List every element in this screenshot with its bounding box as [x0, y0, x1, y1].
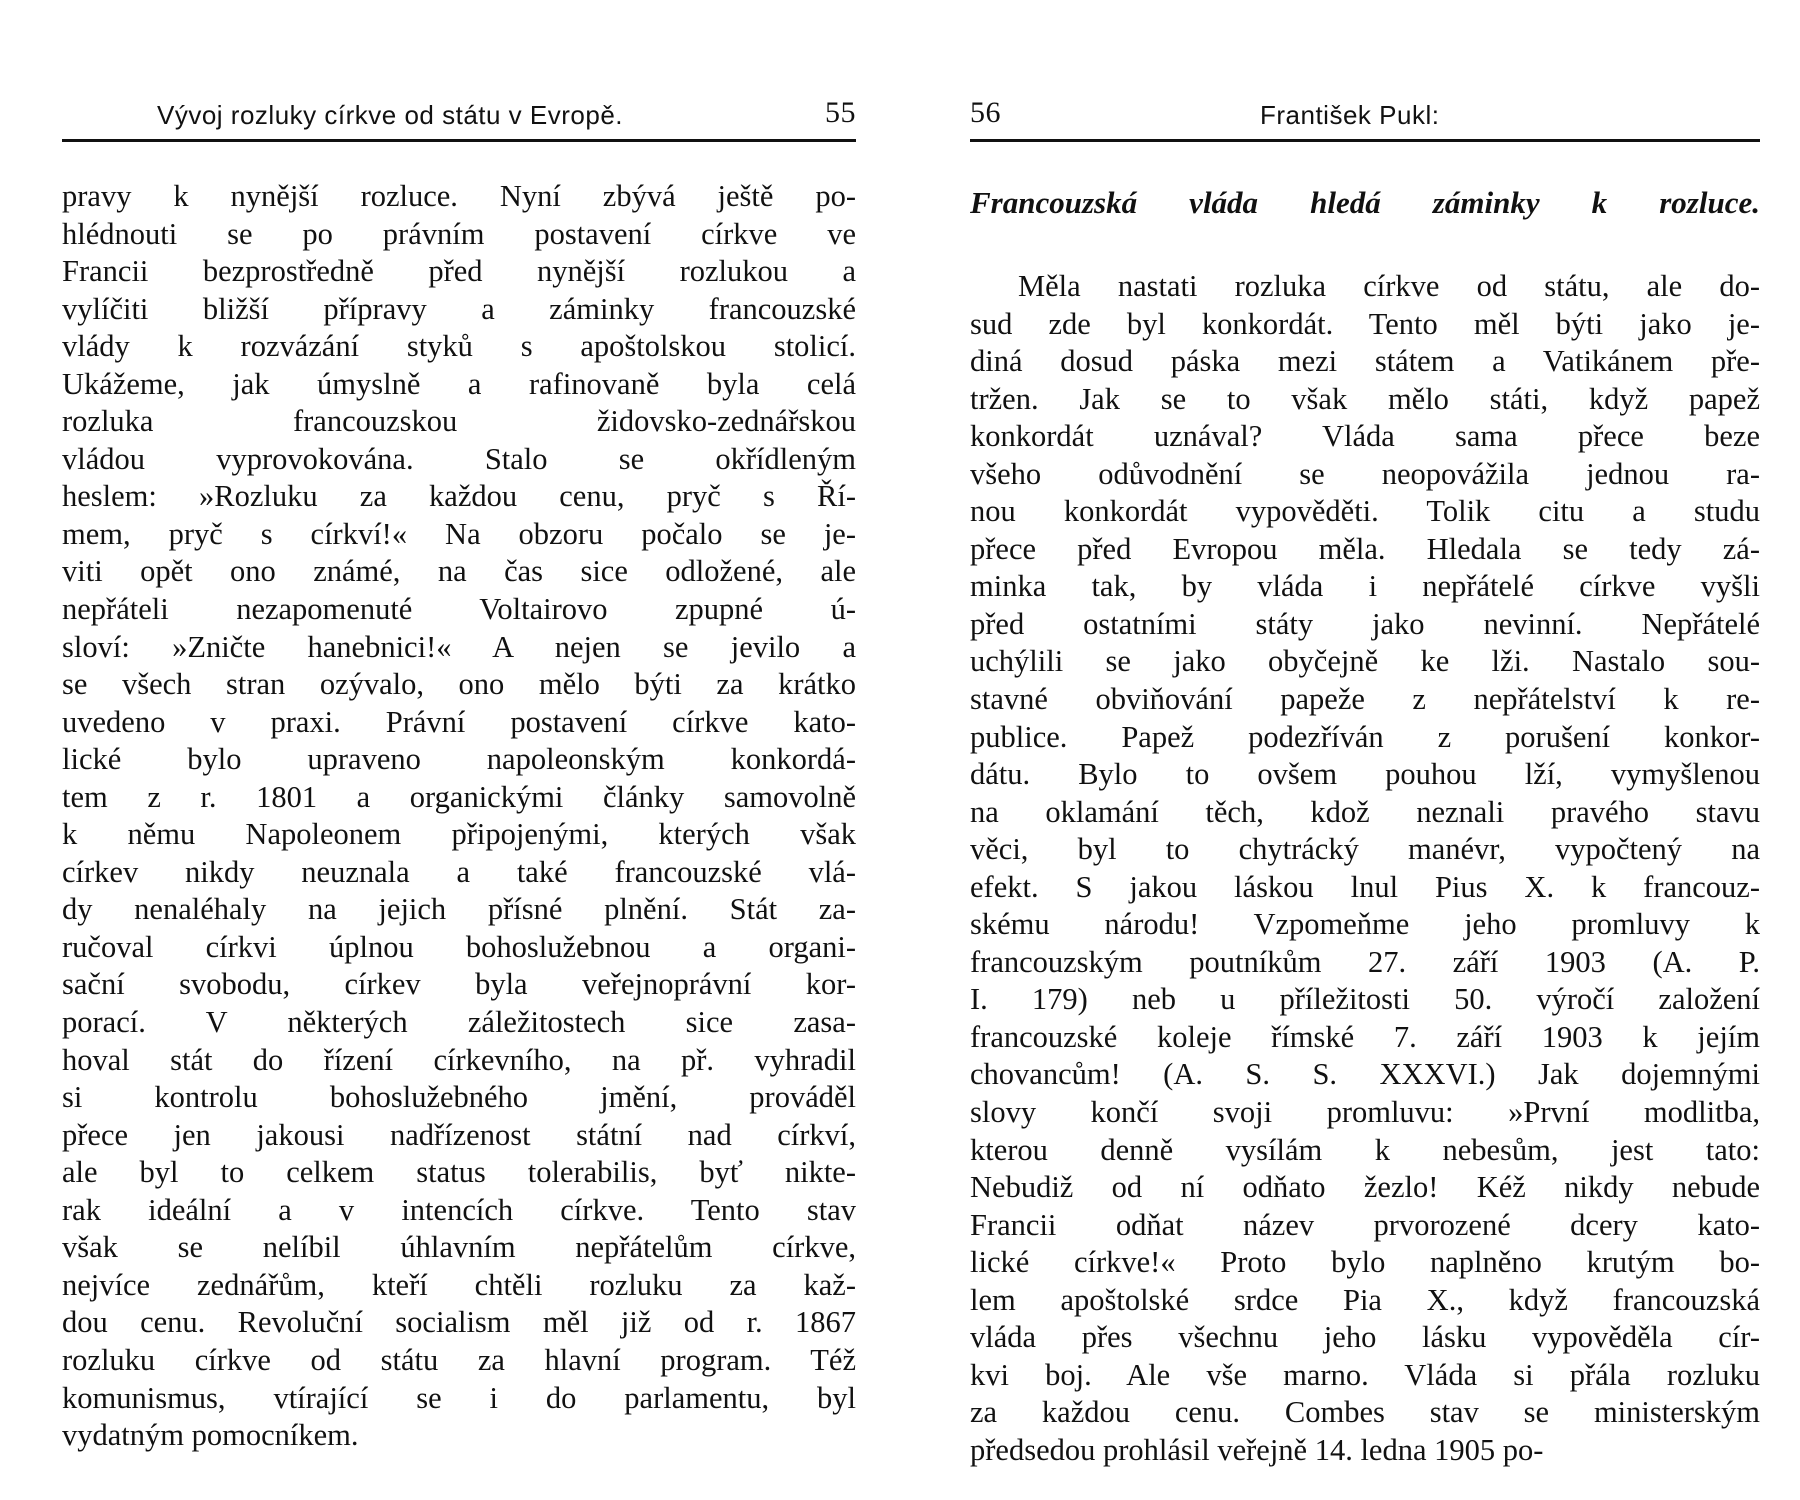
text-line: věci, byl to chytrácký manévr, vypočtený na — [970, 832, 1760, 867]
text-line: kvi boj. Ale vše marno. Vláda si přála rozluku — [970, 1357, 1760, 1392]
text-line: publice. Papež podezříván z porušení konkor- — [970, 719, 1760, 754]
text-line: porací. V některých záležitostech sice zasa- — [62, 1005, 856, 1040]
text-line: přece před Evropou měla. Hledala se tedy zá- — [970, 531, 1760, 566]
right-header-rule — [970, 139, 1760, 142]
text-line: skému národu! Vzpomeňme jeho promluvy k — [970, 907, 1760, 942]
text-line: tem z r. 1801 a organickými články samovolně — [62, 779, 856, 814]
text-line: viti opět ono známé, na čas sice odložené, ale — [62, 554, 856, 589]
text-line: nou konkordát vypověděti. Tolik citu a studu — [970, 494, 1760, 529]
right-page-number: 56 — [970, 96, 1001, 129]
text-line: rozluka francouzskou židovsko-zednářskou — [62, 404, 856, 439]
text-line: slovy končí svoji promluvu: »První modlitba, — [970, 1095, 1760, 1130]
text-line: Měla nastati rozluka církve od státu, ale do- — [1018, 269, 1760, 303]
text-line: rozluku církve od státu za hlavní program. Též — [62, 1342, 856, 1377]
text-line: hlédnouti se po právním postavení církve ve — [62, 216, 856, 251]
text-line: minka tak, by vláda i nepřátelé církve vyšli — [970, 569, 1760, 604]
text-line: si kontrolu bohoslužebného jmění, prováděl — [62, 1080, 856, 1115]
text-line: diná dosud páska mezi státem a Vatikánem pře- — [970, 344, 1760, 379]
text-line: lické bylo upraveno napoleonským konkordá- — [62, 742, 856, 777]
left-page-number: 55 — [825, 96, 856, 129]
text-line: církev nikdy neuznala a také francouzské vlá- — [62, 854, 856, 889]
text-line: před ostatními státy jako nevinní. Nepřátelé — [970, 606, 1760, 641]
text-line: sud zde byl konkordát. Tento měl býti jako je- — [970, 306, 1760, 341]
text-line: mem, pryč s církví!« Na obzoru počalo se je- — [62, 516, 856, 551]
text-line: předsedou prohlásil veřejně 14. ledna 1905 po- — [970, 1432, 1544, 1467]
text-line: vlády k rozvázání styků s apoštolskou stolicí. — [62, 329, 856, 364]
left-running-head-title: Vývoj rozluky církve od státu v Evropě. — [157, 100, 624, 130]
text-line: vylíčiti bližší přípravy a záminky francouzské — [62, 291, 856, 326]
right-running-head — [970, 96, 1760, 140]
text-line: chovancům! (A. S. S. XXXVI.) Jak dojemnými — [970, 1057, 1760, 1092]
left-body-text — [62, 178, 856, 1455]
text-line: vláda přes všechnu jeho lásku vypověděla cír- — [970, 1320, 1760, 1355]
text-line: francouzským poutníkům 27. září 1903 (A. P. — [970, 944, 1760, 979]
left-running-head — [62, 96, 856, 140]
text-line: se všech stran ozývalo, ono mělo býti za krátko — [62, 667, 856, 702]
left-header-rule — [62, 139, 856, 142]
section-heading: Francouzská vláda hledá záminky k rozluce. — [970, 185, 1760, 220]
text-line: konkordát uznával? Vláda sama přece beze — [970, 419, 1760, 454]
text-line: dátu. Bylo to ovšem pouhou lží, vymyšlenou — [970, 757, 1760, 792]
text-line: Francii bezprostředně před nynější rozlukou a — [62, 254, 856, 289]
text-line: pravy k nynější rozluce. Nyní zbývá ještě po- — [62, 179, 856, 213]
text-line: nepřáteli nezapomenuté Voltairovo zpupné ú- — [62, 592, 856, 627]
text-line: heslem: »Rozluku za každou cenu, pryč s Ří- — [62, 479, 856, 514]
text-line: komunismus, vtírající se i do parlamentu, byl — [62, 1380, 856, 1415]
text-line: všeho odůvodnění se neopovážila jednou ra- — [970, 456, 1760, 491]
text-line: kterou denně vysílám k nebesům, jest tato: — [970, 1132, 1760, 1167]
text-line: Ukážeme, jak úmyslně a rafinovaně byla celá — [62, 366, 856, 401]
right-running-head-title: František Pukl: — [1260, 100, 1440, 130]
text-line: hoval stát do řízení církevního, na př. vyhradil — [62, 1042, 856, 1077]
text-line: dy nenaléhaly na jejich přísné plnění. Stát za- — [62, 892, 856, 927]
text-line: Nebudiž od ní odňato žezlo! Kéž nikdy nebude — [970, 1170, 1760, 1205]
text-line: lem apoštolské srdce Pia X., když francouzská — [970, 1282, 1760, 1317]
text-line: I. 179) neb u příležitosti 50. výročí založení — [970, 982, 1760, 1017]
text-line: uchýlili se jako obyčejně ke lži. Nastalo sou- — [970, 644, 1760, 679]
text-line: Francii odňat název prvorozené dcery kato- — [970, 1207, 1760, 1242]
text-line: tržen. Jak se to však mělo státi, když papež — [970, 381, 1760, 416]
text-line: nejvíce zednářům, kteří chtěli rozluku za kaž- — [62, 1267, 856, 1302]
text-line: na oklamání těch, kdož neznali pravého stavu — [970, 794, 1760, 829]
text-line: uvedeno v praxi. Právní postavení církve kato- — [62, 704, 856, 739]
text-line: lické církve!« Proto bylo naplněno krutým bo- — [970, 1245, 1760, 1280]
text-line: rak ideální a v intencích církve. Tento stav — [62, 1192, 856, 1227]
text-line: francouzské koleje římské 7. září 1903 k jejím — [970, 1019, 1760, 1054]
text-line: sační svobodu, církev byla veřejnoprávní kor- — [62, 967, 856, 1002]
text-line: vládou vyprovokována. Stalo se okřídleným — [62, 441, 856, 476]
text-line: za každou cenu. Combes stav se ministerským — [970, 1395, 1760, 1430]
text-line: dou cenu. Revoluční socialism měl již od r. 1867 — [62, 1305, 856, 1340]
text-line: však se nelíbil úhlavním nepřátelům církve, — [62, 1230, 856, 1265]
text-line: ručoval církvi úplnou bohoslužebnou a organi- — [62, 929, 856, 964]
text-line: k němu Napoleonem připojenými, kterých však — [62, 817, 856, 852]
right-body-text — [970, 268, 1760, 1470]
text-line: ale byl to celkem status tolerabilis, byť nikte- — [62, 1155, 856, 1190]
text-line: přece jen jakousi nadřízenost státní nad církví, — [62, 1117, 856, 1152]
text-line: vydatným pomocníkem. — [62, 1418, 359, 1453]
text-line: efekt. S jakou láskou lnul Pius X. k francouz- — [970, 869, 1760, 904]
text-line: sloví: »Zničte hanebnici!« A nejen se jevilo a — [62, 629, 856, 664]
text-line: stavné obviňování papeže z nepřátelství k re- — [970, 682, 1760, 717]
